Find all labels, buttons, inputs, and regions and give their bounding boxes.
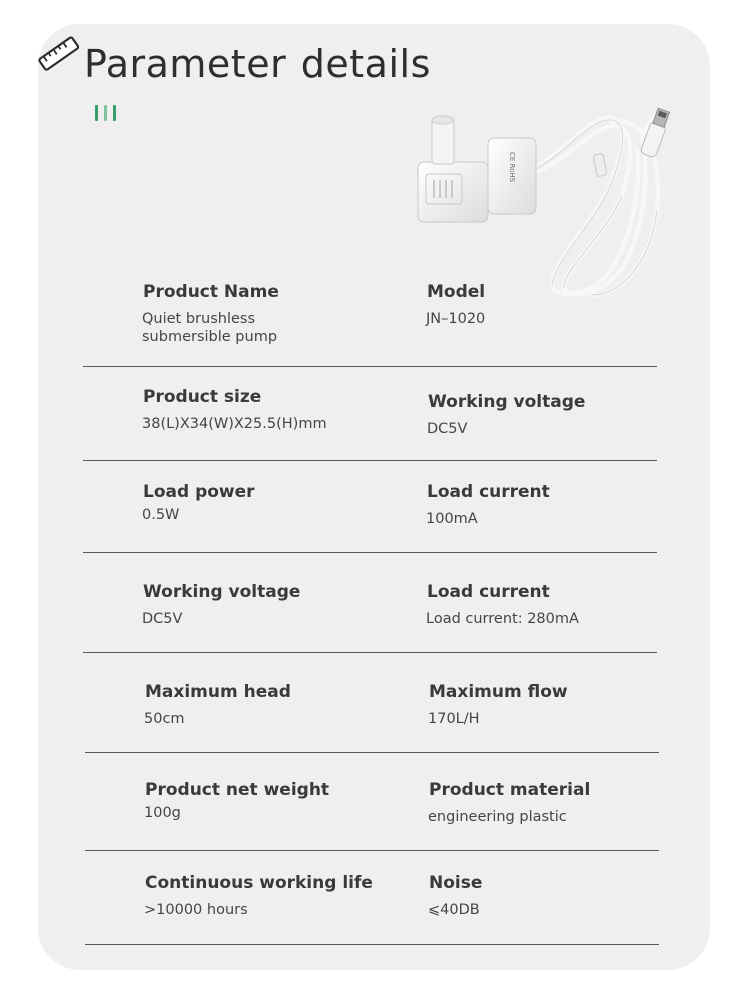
usb-water-pump-image xyxy=(412,100,692,300)
param-label: Continuous working life xyxy=(145,873,373,893)
param-label: Maximum head xyxy=(145,682,291,702)
param-label: Product material xyxy=(429,780,591,800)
row-divider xyxy=(83,652,657,653)
param-label: Noise xyxy=(429,873,483,893)
param-value: 100g xyxy=(144,805,181,821)
row-divider xyxy=(85,850,659,851)
param-value: 0.5W xyxy=(142,507,180,523)
param-value: Quiet brushless submersible pump xyxy=(142,311,278,345)
row-divider xyxy=(83,366,657,367)
param-value: JN–1020 xyxy=(426,311,486,327)
param-label: Maximum flow xyxy=(429,682,568,702)
param-label: Load current xyxy=(427,582,550,602)
pump-cert-label: CE RoHS xyxy=(508,152,516,183)
param-value: DC5V xyxy=(427,421,468,437)
row-divider xyxy=(83,552,657,553)
ruler-icon xyxy=(36,34,82,74)
row-divider xyxy=(83,460,657,461)
param-value: 38(L)X34(W)X25.5(H)mm xyxy=(142,416,327,432)
page-title: Parameter details xyxy=(84,42,431,86)
accent-mark xyxy=(104,105,107,121)
param-label: Load power xyxy=(143,482,255,502)
param-value: >10000 hours xyxy=(144,902,248,918)
param-value: DC5V xyxy=(142,611,183,627)
param-label: Working voltage xyxy=(143,582,301,602)
accent-mark xyxy=(113,105,116,121)
param-value: 170L/H xyxy=(428,711,480,727)
param-label: Model xyxy=(427,282,486,302)
row-divider xyxy=(85,944,659,945)
param-value: 50cm xyxy=(144,711,185,727)
param-value: ⩽40DB xyxy=(428,902,480,918)
param-label: Product Name xyxy=(143,282,279,302)
param-label: Load current xyxy=(427,482,550,502)
param-value: Load current: 280mA xyxy=(426,611,579,627)
param-value: 100mA xyxy=(426,511,478,527)
accent-mark xyxy=(95,105,98,121)
param-label: Working voltage xyxy=(428,392,586,412)
param-label: Product size xyxy=(143,387,262,407)
accent-marks xyxy=(95,105,119,121)
param-value: engineering plastic xyxy=(428,809,567,825)
param-label: Product net weight xyxy=(145,780,330,800)
row-divider xyxy=(85,752,659,753)
